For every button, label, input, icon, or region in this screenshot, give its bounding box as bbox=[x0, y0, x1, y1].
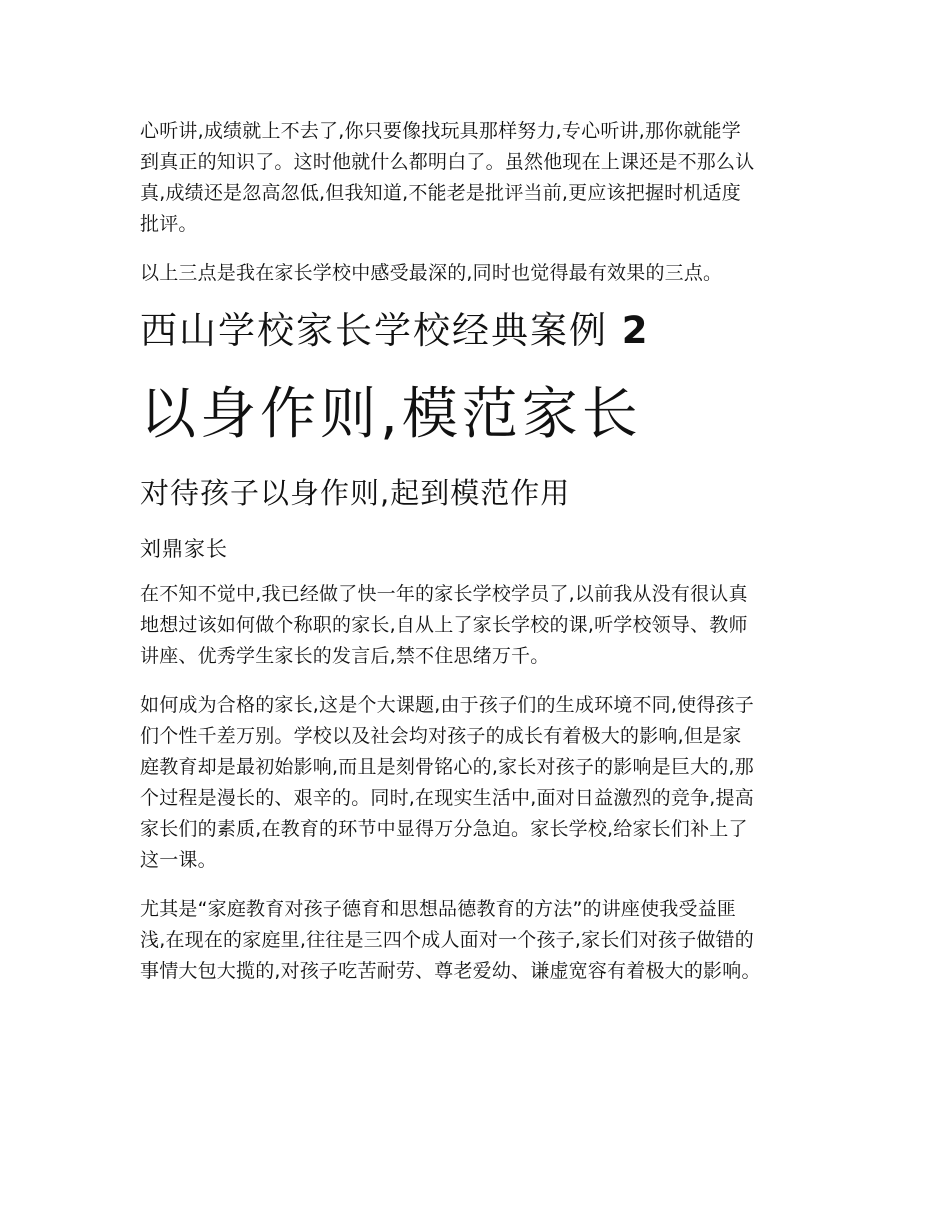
text-line: 们个性千差万别。学校以及社会均对孩子的成长有着极大的影响,但是家 bbox=[140, 725, 742, 747]
text-line: 讲座、优秀学生家长的发言后,禁不住思绪万千。 bbox=[140, 645, 550, 667]
case-heading-number: 2 bbox=[621, 309, 650, 352]
big-title: 以身作则,模范家长 bbox=[140, 382, 642, 447]
subtitle: 对待孩子以身作则,起到模范作用 bbox=[140, 476, 571, 510]
text-line: 家长们的素质,在教育的环节中显得万分急迫。家长学校,给家长们补上了 bbox=[140, 818, 748, 840]
text-line: 到真正的知识了。这时他就什么都明白了。虽然他现在上课还是不那么认 bbox=[140, 151, 755, 173]
text-line: 尤其是“家庭教育对孩子德育和思想品德教育的方法”的讲座使我受益匪 bbox=[140, 898, 737, 920]
text-line: 事情大包大揽的,对孩子吃苦耐劳、尊老爱幼、谦虚宽容有着极大的影响。 bbox=[140, 960, 761, 982]
text-line: 浅,在现在的家庭里,往往是三四个成人面对一个孩子,家长们对孩子做错的 bbox=[140, 929, 754, 951]
case-heading-text: 西山学校家长学校经典案例 bbox=[140, 309, 608, 352]
body-paragraph-2 bbox=[140, 690, 816, 876]
summary-paragraph bbox=[140, 258, 816, 289]
body-paragraph-3 bbox=[140, 894, 816, 987]
text-line: 在不知不觉中,我已经做了快一年的家长学校学员了,以前我从没有很认真 bbox=[140, 583, 748, 605]
text-line: 个过程是漫长的、艰辛的。同时,在现实生活中,面对日益激烈的竞争,提高 bbox=[140, 787, 754, 809]
document-content bbox=[140, 116, 816, 1005]
text-line: 地想过该如何做个称职的家长,自从上了家长学校的课,听学校领导、教师 bbox=[140, 614, 748, 636]
text-line: 如何成为合格的家长,这是个大课题,由于孩子们的生成环境不同,使得孩子 bbox=[140, 694, 754, 716]
text-line: 以上三点是我在家长学校中感受最深的,同时也觉得最有效果的三点。 bbox=[140, 262, 723, 284]
case-heading bbox=[140, 307, 816, 355]
body-paragraph-1 bbox=[140, 579, 816, 672]
author-name: 刘鼎家长 bbox=[140, 537, 228, 561]
text-line: 真,成绩还是忽高忽低,但我知道,不能老是批评当前,更应该把握时机适度 bbox=[140, 182, 741, 204]
text-line: 心听讲,成绩就上不去了,你只要像找玩具那样努力,专心听讲,那你就能学 bbox=[140, 120, 741, 142]
intro-paragraph bbox=[140, 116, 816, 240]
text-line: 庭教育却是最初始影响,而且是刻骨铭心的,家长对孩子的影响是巨大的,那 bbox=[140, 756, 754, 778]
text-line: 这一课。 bbox=[140, 849, 217, 871]
text-line: 批评。 bbox=[140, 213, 198, 235]
